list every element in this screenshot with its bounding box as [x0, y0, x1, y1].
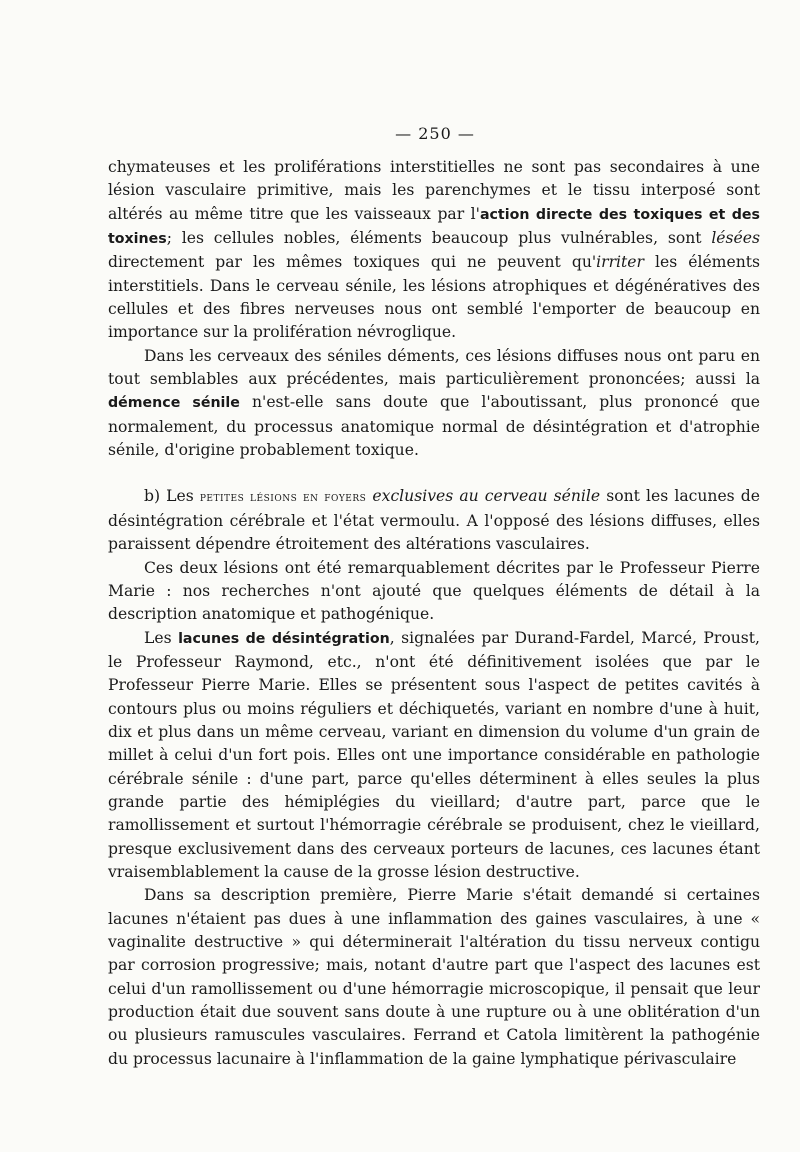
paragraph-6: [108, 884, 760, 1071]
italic-run: lésées: [711, 229, 760, 248]
text-run: Dans sa description première, Pierre Marie s'était demandé si certaines lacunes n'étaient pas dues à une inflammation des gaines vasculaires, à une « vaginalite destructive » qui déterminerait l'altération du tissu nerveux contigu par corrosion progressive; mais, notant d'autre part que l'aspect des lacunes est celui d'un ramollissement ou d'une hémorragie microscopique, il pensait que leur production était due souvent sans doute à une rupture ou à une oblitération d'un ou plusieurs ramuscules vasculaires. Ferrand et Catola limitèrent la pathogénie du processus lacunaire à l'inflammation de la gaine lymphatique périvasculaire: [108, 886, 760, 1068]
text-run: chymateuses et les proliférations interstitielles ne sont pas secondaires à une lésion vasculaire primitive, mais les parenchymes et le tissu interposé sont altérés au même titre que les vaisseaux par l': [108, 158, 760, 223]
text-run: Les: [144, 628, 179, 647]
body-text: [108, 156, 760, 1071]
paragraph-3: [108, 485, 760, 556]
paragraph-4: [108, 557, 760, 627]
paragraph-5: [108, 627, 760, 885]
paragraph-1: [108, 156, 760, 345]
small-caps-run: petites lésions en foyers: [199, 490, 367, 506]
text-run: ; les cellules nobles, éléments beaucoup plus vulnérables, sont: [166, 229, 712, 248]
paragraph-2: [108, 345, 760, 463]
italic-run: irriter: [596, 253, 644, 272]
italic-run: exclusives au cerveau sénile: [372, 487, 601, 506]
bold-run: action directe des toxiques et des toxines: [108, 206, 760, 248]
text-run: , signalées par Durand-Fardel, Marcé, Proust, le Professeur Raymond, etc., n'ont été définitivement isolées que par le Professeur Pierre Marie. Elles se présentent sous l'aspect de petites cavités à contours plus ou moins réguliers et déchiquetés, variant en nombre d'une à huit, dix et plus dans un même cerveau, variant en dimension du volume d'un grain de millet à celui d'un fort pois. Elles ont une importance considérable en pathologie cérébrale sénile : d'une part, parce qu'elles déterminent à elles seules la plus grande partie des hémiplégies du vieillard; d'autre part, parce que le ramollissement et surtout l'hémorragie cérébrale se produisent, chez le vieillard, presque exclusivement dans des cerveaux porteurs de lacunes, ces lacunes étant vraisemblablement la cause de la grosse lésion destructive.: [108, 628, 760, 881]
text-run: n'est-elle sans doute que l'aboutissant, plus prononcé que normalement, du processus anatomique normal de désintégration et d'atrophie sénile, d'origine probablement toxique.: [108, 393, 760, 460]
bold-run: lacunes de désintégration: [178, 630, 390, 647]
text-run: sont les lacunes de désintégration cérébrale et l'état vermoulu. A l'opposé des lésions diffuses, elles paraissent dépendre étroitement des altérations vasculaires.: [108, 487, 760, 554]
text-run: Ces deux lésions ont été remarquablement décrites par le Professeur Pierre Marie : nos recherches n'ont ajouté que quelques éléments de détail à la description anatomique et pathogénique.: [108, 558, 760, 624]
text-run: Dans les cerveaux des séniles déments, ces lésions diffuses nous ont paru en tout semblables aux précédentes, mais particulièrement prononcées; aussi la: [108, 346, 760, 389]
bold-run: démence sénile: [108, 395, 240, 412]
text-run: les éléments interstitiels. Dans le cerveau sénile, les lésions atrophiques et dégénératives des cellules et des fibres nerveuses nous ont semblé l'emporter de beaucoup en importance sur la prolifération névroglique.: [108, 253, 761, 342]
text-run: directement par les mêmes toxiques qui ne peuvent qu': [108, 253, 597, 272]
text-run: b) Les: [144, 487, 200, 506]
page-number: — 250 —: [395, 124, 475, 143]
